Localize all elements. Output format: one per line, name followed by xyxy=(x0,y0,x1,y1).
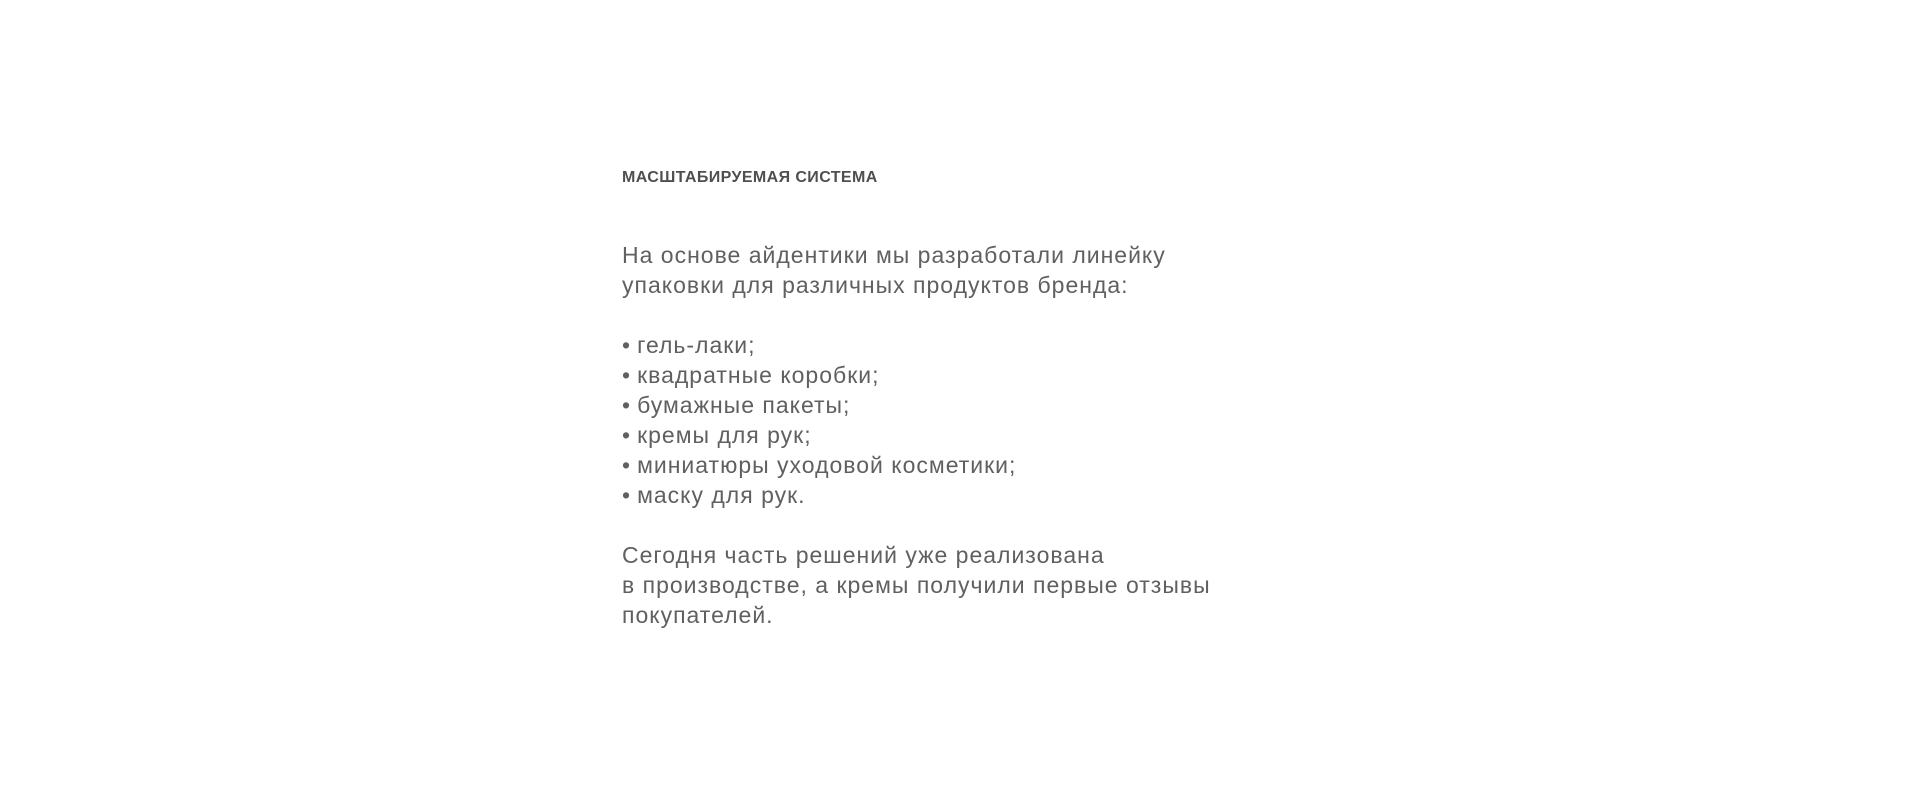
list-item-text: гель-лаки; xyxy=(637,332,756,358)
list-item xyxy=(622,420,1382,450)
bullet-icon: • xyxy=(622,332,632,358)
intro-line: упаковки для различных продуктов бренда: xyxy=(622,272,1129,298)
closing-line: в производстве, а кремы получили первые отзывы xyxy=(622,572,1211,598)
list-item xyxy=(622,390,1382,420)
bullet-icon: • xyxy=(622,482,632,508)
list-item xyxy=(622,330,1382,360)
list-item xyxy=(622,450,1382,480)
list-item-text: бумажные пакеты; xyxy=(637,392,851,418)
list-item xyxy=(622,360,1382,390)
product-list xyxy=(622,330,1382,510)
intro-line: На основе айдентики мы разработали линейку xyxy=(622,242,1166,268)
list-item-text: квадратные коробки; xyxy=(637,362,880,388)
bullet-icon: • xyxy=(622,362,632,388)
body-text xyxy=(622,240,1382,630)
section-eyebrow-title: МАСШТАБИРУЕМАЯ СИСТЕМА xyxy=(622,169,878,186)
list-item xyxy=(622,480,1382,510)
list-item-text: маску для рук. xyxy=(637,482,806,508)
closing-line: Сегодня часть решений уже реализована xyxy=(622,542,1105,568)
content-block xyxy=(622,162,1382,630)
closing-paragraph xyxy=(622,540,1382,630)
intro-paragraph xyxy=(622,240,1382,300)
bullet-icon: • xyxy=(622,452,632,478)
list-item-text: кремы для рук; xyxy=(637,422,812,448)
list-item-text: миниатюры уходовой косметики; xyxy=(637,452,1017,478)
bullet-icon: • xyxy=(622,422,632,448)
bullet-icon: • xyxy=(622,392,632,418)
closing-line: покупателей. xyxy=(622,602,774,628)
